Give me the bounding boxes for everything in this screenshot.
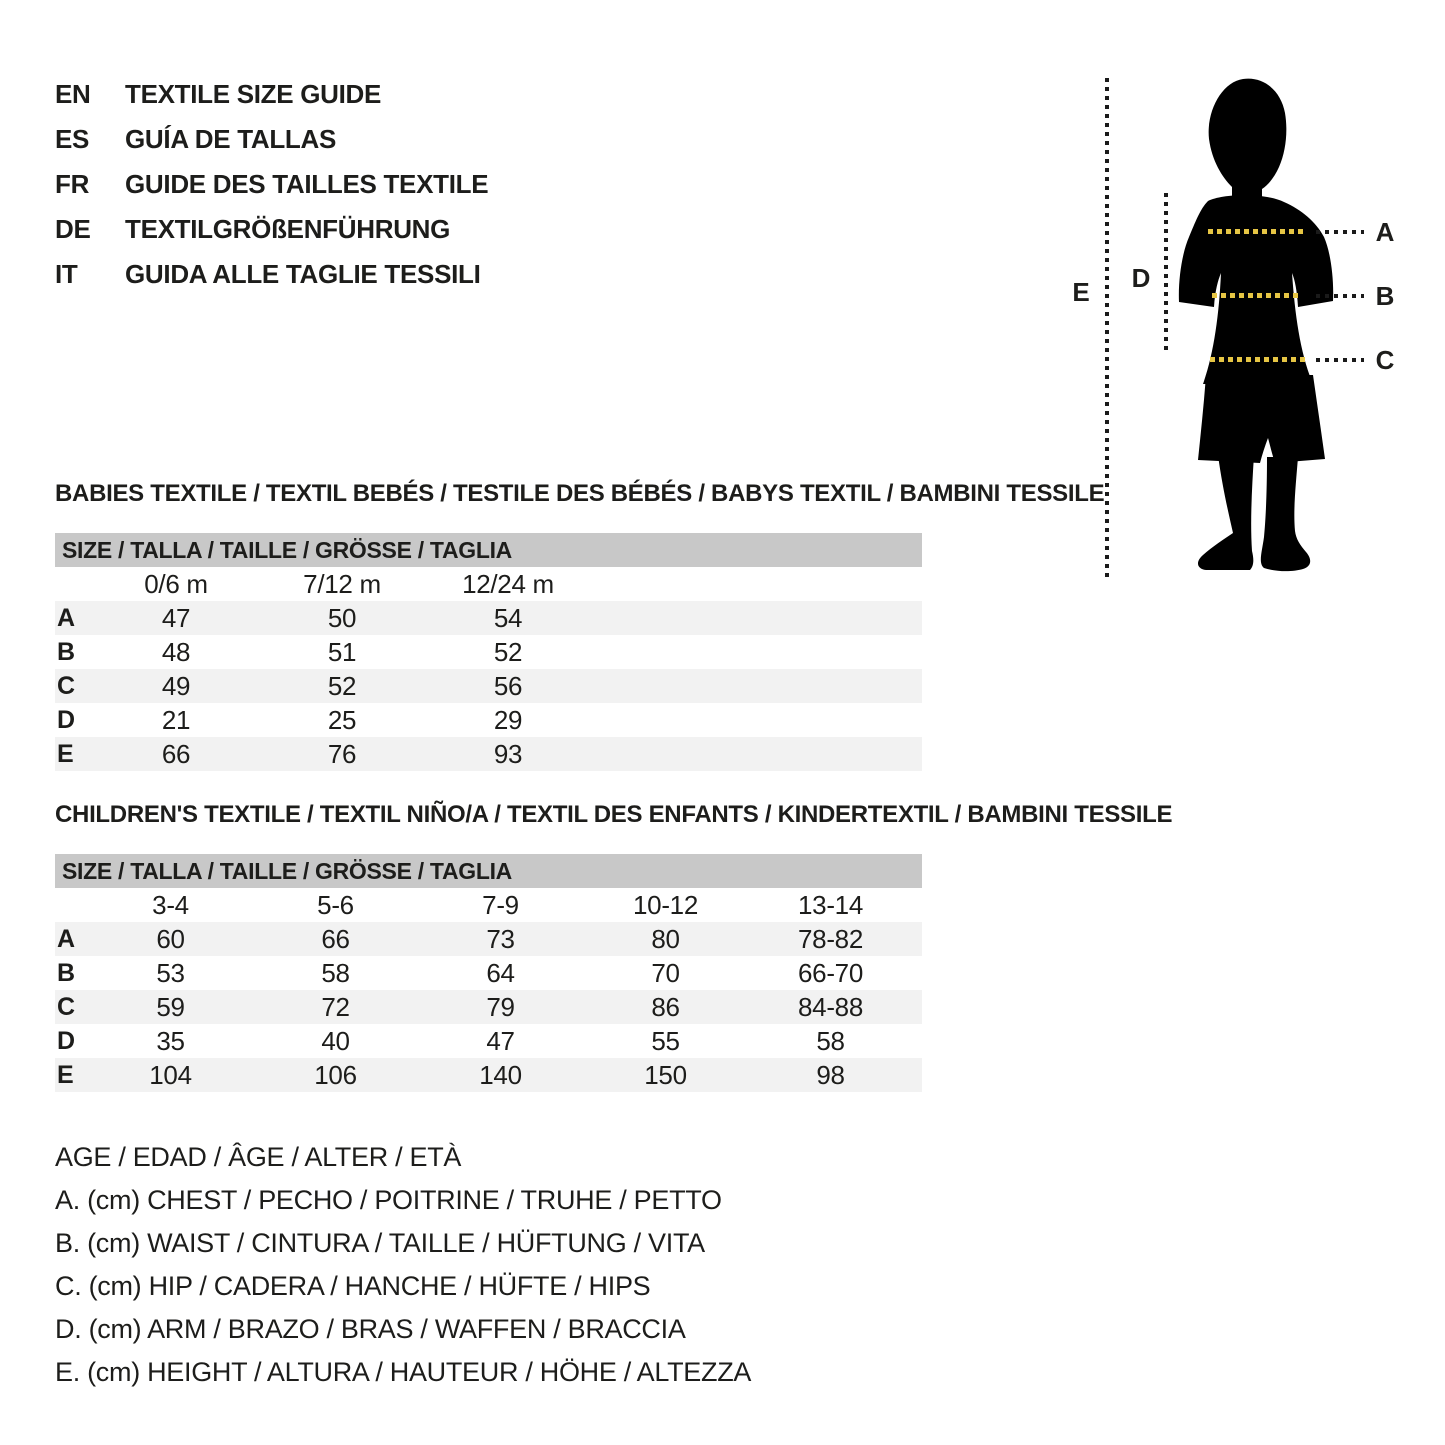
legend-age: AGE / EDAD / ÂGE / ALTER / ETÀ (55, 1142, 462, 1172)
table-cell: 40 (321, 1026, 350, 1056)
filler-cell (591, 703, 922, 737)
table-cell: 84-88 (798, 992, 863, 1022)
table-cell: 66 (161, 739, 191, 769)
table-row-c (55, 990, 922, 1024)
row-label: E (57, 740, 74, 768)
babies-column-header-row (55, 567, 922, 601)
height-measure-line-e (1105, 78, 1109, 580)
table-row-a (55, 601, 922, 635)
filler-cell (913, 922, 922, 956)
column-header: 10-12 (633, 890, 698, 920)
lang-code: DE (55, 214, 91, 244)
lang-row-en (55, 72, 488, 117)
table-row-b (55, 635, 922, 669)
row-label: D (57, 1027, 75, 1055)
row-label: C (57, 993, 75, 1021)
table-cell: 50 (327, 603, 357, 633)
filler-cell (591, 737, 922, 771)
table-cell: 58 (321, 958, 350, 988)
lang-title: TEXTILGRÖßENFÜHRUNG (125, 214, 451, 244)
table-cell: 86 (651, 992, 680, 1022)
filler-cell (913, 990, 922, 1024)
filler-cell (913, 956, 922, 990)
column-header: 7-9 (482, 890, 519, 920)
table-cell: 56 (493, 671, 523, 701)
table-cell: 76 (327, 739, 357, 769)
column-header: 5-6 (317, 890, 354, 920)
filler-cell (591, 635, 922, 669)
table-row-d (55, 703, 922, 737)
lang-row-it (55, 252, 488, 297)
table-cell: 21 (161, 705, 191, 735)
table-cell: 70 (651, 958, 680, 988)
table-cell: 98 (816, 1060, 845, 1090)
table-cell: 150 (644, 1060, 687, 1090)
table-row-a (55, 922, 922, 956)
table-cell: 49 (161, 671, 191, 701)
language-header (55, 72, 488, 297)
table-cell: 66-70 (798, 958, 863, 988)
table-row-e (55, 737, 922, 771)
table-cell: 35 (156, 1026, 185, 1056)
table-cell: 25 (327, 705, 357, 735)
silhouette-shorts (1198, 375, 1325, 463)
silhouette-right-leg (1261, 457, 1310, 571)
row-label: E (57, 1061, 74, 1089)
lang-code: IT (55, 259, 78, 289)
table-cell: 80 (651, 924, 680, 954)
measure-label-e: E (1072, 277, 1090, 307)
lang-code: FR (55, 169, 90, 199)
lang-title: TEXTILE SIZE GUIDE (125, 79, 382, 109)
babies-size-header-bar: SIZE / TALLA / TAILLE / GRÖSSE / TAGLIA (55, 533, 922, 567)
filler-cell (591, 567, 922, 601)
column-header: 3-4 (152, 890, 189, 920)
silhouette-left-leg (1198, 455, 1254, 570)
children-size-table (55, 854, 922, 1092)
babies-size-table (55, 533, 922, 771)
children-column-header-row (55, 888, 922, 922)
table-cell: 78-82 (798, 924, 863, 954)
row-label: A (57, 604, 75, 632)
table-cell: 47 (486, 1026, 515, 1056)
row-label: B (57, 959, 75, 987)
table-row-b (55, 956, 922, 990)
lang-code: ES (55, 124, 90, 154)
filler-cell (591, 669, 922, 703)
babies-section-title: BABIES TEXTILE / TEXTIL BEBÉS / TESTILE DES BÉBÉS / BABYS TEXTIL / BAMBINI TESSILE (55, 480, 1105, 507)
table-row-d (55, 1024, 922, 1058)
table-cell: 47 (161, 603, 191, 633)
waist-dash-line-b (1212, 293, 1300, 298)
measurement-legend (55, 1136, 751, 1394)
table-cell: 72 (321, 992, 350, 1022)
lang-title: GUIDA ALLE TAGLIE TESSILI (125, 259, 481, 289)
table-cell: 64 (486, 958, 515, 988)
column-header: 13-14 (798, 890, 863, 920)
measure-label-b: B (1375, 281, 1395, 311)
table-cell: 60 (156, 924, 185, 954)
legend-waist: B. (cm) WAIST / CINTURA / TAILLE / HÜFTUNG / VITA (55, 1228, 705, 1258)
table-row-e (55, 1058, 922, 1092)
legend-arm: D. (cm) ARM / BRAZO / BRAS / WAFFEN / BRACCIA (55, 1314, 686, 1344)
hip-dots-line-c (1316, 358, 1364, 362)
row-label: B (57, 638, 75, 666)
table-cell: 48 (161, 637, 191, 667)
filler-cell (913, 1058, 922, 1092)
waist-dots-line-b (1316, 294, 1364, 298)
table-cell: 73 (486, 924, 515, 954)
column-header: 0/6 m (144, 569, 208, 599)
lang-title: GUÍA DE TALLAS (125, 124, 337, 154)
row-label: A (57, 925, 75, 953)
lang-row-de (55, 207, 488, 252)
filler-cell (591, 601, 922, 635)
table-cell: 29 (493, 705, 523, 735)
row-label: D (57, 706, 75, 734)
row-label-spacer (55, 888, 88, 922)
column-header: 7/12 m (303, 569, 381, 599)
table-cell: 52 (493, 637, 523, 667)
row-label: C (57, 672, 75, 700)
chest-dash-line-a (1208, 229, 1304, 234)
measure-label-d: D (1131, 263, 1151, 293)
table-cell: 104 (149, 1060, 192, 1090)
table-cell: 51 (327, 637, 357, 667)
lang-code: EN (55, 79, 91, 109)
table-cell: 52 (327, 671, 357, 701)
legend-height: E. (cm) HEIGHT / ALTURA / HAUTEUR / HÖHE / ALTEZZA (55, 1357, 752, 1387)
table-cell: 66 (321, 924, 350, 954)
child-silhouette (1140, 75, 1350, 575)
measure-label-a: A (1375, 217, 1395, 247)
column-header: 12/24 m (462, 569, 554, 599)
table-cell: 55 (651, 1026, 680, 1056)
table-cell: 93 (493, 739, 523, 769)
measure-label-c: C (1375, 345, 1395, 375)
table-row-c (55, 669, 922, 703)
filler-cell (913, 1024, 922, 1058)
table-cell: 54 (493, 603, 523, 633)
table-cell: 53 (156, 958, 185, 988)
table-cell: 140 (479, 1060, 522, 1090)
table-cell: 106 (314, 1060, 357, 1090)
legend-chest: A. (cm) CHEST / PECHO / POITRINE / TRUHE / PETTO (55, 1185, 722, 1215)
children-section-title: CHILDREN'S TEXTILE / TEXTIL NIÑO/A / TEXTIL DES ENFANTS / KINDERTEXTIL / BAMBINI TESSILE (55, 801, 1173, 828)
table-cell: 58 (816, 1026, 845, 1056)
row-label-spacer (55, 567, 93, 601)
lang-row-fr (55, 162, 488, 207)
children-size-header-bar: SIZE / TALLA / TAILLE / GRÖSSE / TAGLIA (55, 854, 922, 888)
filler-cell (913, 888, 922, 922)
lang-row-es (55, 117, 488, 162)
silhouette-shirt (1179, 195, 1333, 384)
silhouette-head (1209, 79, 1287, 199)
lang-title: GUIDE DES TAILLES TEXTILE (125, 169, 489, 199)
table-cell: 59 (156, 992, 185, 1022)
legend-hip: C. (cm) HIP / CADERA / HANCHE / HÜFTE / HIPS (55, 1271, 651, 1301)
table-cell: 79 (486, 992, 515, 1022)
hip-dash-line-c (1210, 357, 1307, 362)
chest-dots-line-a (1316, 230, 1364, 234)
